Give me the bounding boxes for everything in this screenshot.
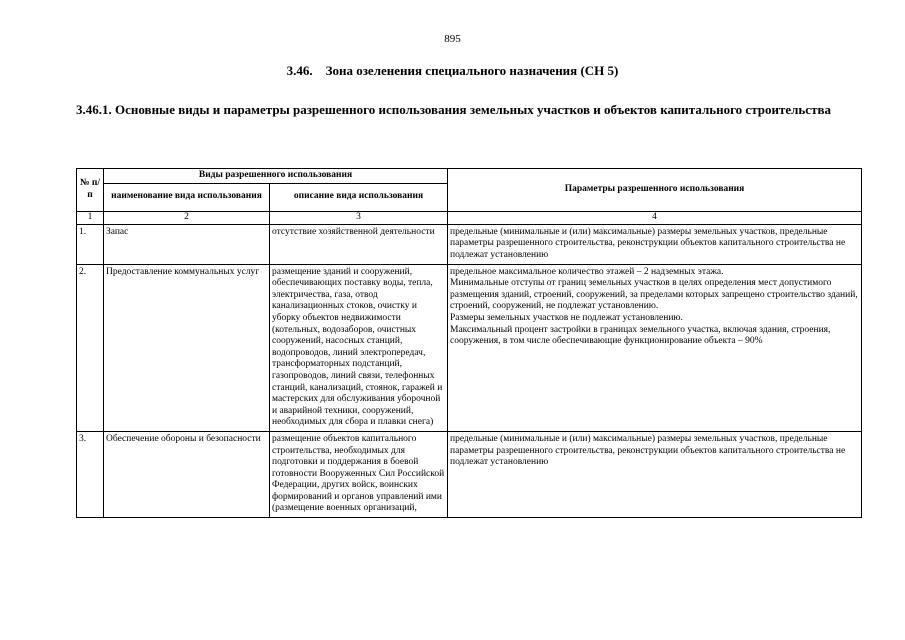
parameter-line: Минимальные отступы от границ земельных участков в целях определения мест допустимого размещения зданий, строений, сооружений, за пределами которых запрещено строительство зданий, строений, сооружений, не подлежат установлению. <box>450 278 858 312</box>
header-desc-col: описание вида использования <box>270 183 448 211</box>
row-number: 3. <box>77 431 104 517</box>
row-number: 2. <box>77 264 104 431</box>
table-row <box>77 264 862 431</box>
use-description: размещение зданий и сооружений, обеспечивающих поставку воды, тепла, электричества, газа, отвод канализационных стоков, очистку и уборку объектов недвижимости (котельных, водозаборов, очистных сооружений, насосных станций, водопроводов, линий электропередач, трансформаторных подстанций, газопроводов, линий связи, телефонных станций, канализаций, стоянок, гаражей и мастерских для обслуживания уборочной и аварийной техники, сооружений, необходимых для сбора и плавки снега) <box>270 264 448 431</box>
table-row <box>77 431 862 517</box>
header-params: Параметры разрешенного использования <box>448 169 862 212</box>
header-group: Виды разрешенного использования <box>104 169 448 184</box>
use-description: размещение объектов капитального строительства, необходимых для подготовки и поддержания в боевой готовности Вооруженных Сил Российской Федерации, других войск, воинских формирований и органов управлений ими (размещение военных организаций, <box>270 431 448 517</box>
column-number-row <box>77 211 862 224</box>
parameter-line: Размеры земельных участков не подлежат установлению. <box>450 312 683 323</box>
header-num: № п/п <box>77 169 104 212</box>
column-number: 2 <box>104 211 270 224</box>
use-parameters: предельные (минимальные и (или) максимальные) размеры земельных участков, предельные параметры разрешенного строительства, реконструкции объектов капитального строительства не подлежат установлению <box>448 431 862 517</box>
table-row <box>77 224 862 264</box>
use-name: Обеспечение обороны и безопасности <box>104 431 270 517</box>
column-number: 1 <box>77 211 104 224</box>
parameter-line: предельное максимальное количество этажей – 2 надземных этажа. <box>450 266 724 277</box>
column-number: 3 <box>270 211 448 224</box>
use-parameters <box>448 264 862 431</box>
use-name: Предоставление коммунальных услуг <box>104 264 270 431</box>
section-title: 3.46. Зона озеленения специального назначения (СН 5) <box>286 63 619 78</box>
parameter-line: Максимальный процент застройки в границах земельного участка, включая здания, строения, сооружения, в том числе обеспечивающие функционирование объекта – 90% <box>450 324 831 347</box>
use-description: отсутствие хозяйственной деятельности <box>270 224 448 264</box>
use-parameters: предельные (минимальные и (или) максимальные) размеры земельных участков, предельные параметры разрешенного строительства, реконструкции объектов капитального строительства не подлежат установлению <box>448 224 862 264</box>
land-use-table <box>76 168 862 518</box>
header-name-col: наименование вида использования <box>104 183 270 211</box>
page-number: 895 <box>444 33 461 45</box>
subsection-title: 3.46.1. Основные виды и параметры разрешенного использования земельных участков и объектов капитального строительства <box>76 102 831 117</box>
column-number: 4 <box>448 211 862 224</box>
row-number: 1. <box>77 224 104 264</box>
use-name: Запас <box>104 224 270 264</box>
